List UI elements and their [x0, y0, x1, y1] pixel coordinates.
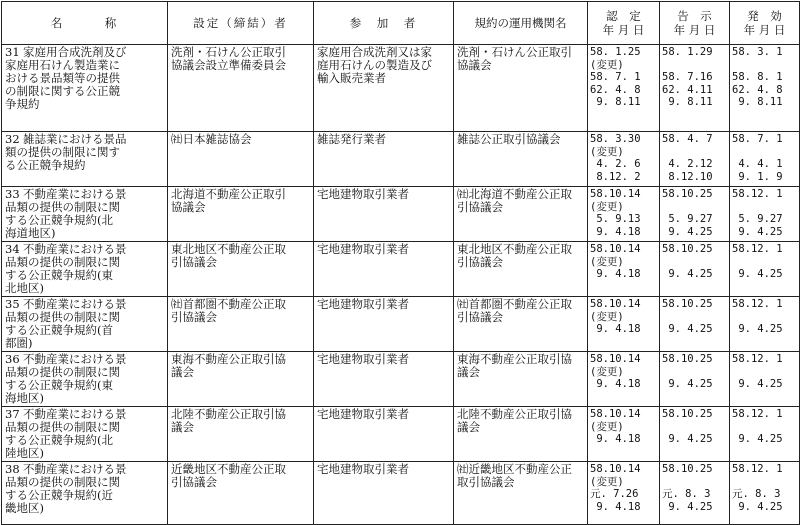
row-number: 34 [5, 242, 20, 256]
header-effective-unit: 年 月 日 [743, 23, 786, 37]
table-row [2, 462, 800, 525]
row-number: 31 [5, 45, 20, 59]
table-body [2, 45, 800, 525]
name-cell [2, 132, 168, 187]
participant-cell: 宅地建物取引業者 [314, 187, 454, 242]
notified-date-cell: 58.10.25 9. 4.25 [660, 352, 730, 407]
row-number: 36 [5, 352, 20, 366]
header-effective [730, 2, 800, 45]
founder-cell: 北海道不動産公正取引 協議会 [168, 187, 314, 242]
header-founder: 設定（締結）者 [168, 2, 314, 45]
founder-cell: 洗剤・石けん公正取引 協議会設立準備委員会 [168, 45, 314, 132]
notified-date-cell: 58. 4. 7 4. 2.12 8.12.10 [660, 132, 730, 187]
approved-date-cell: 58. 3.30 (変更) 4. 2. 6 8.12. 2 [588, 132, 660, 187]
operator-cell: ㈳近畿地区不動産公正 取引協議会 [454, 462, 588, 525]
name-cell [2, 297, 168, 352]
notified-date-cell: 58.10.25 9. 4.25 [660, 242, 730, 297]
row-number: 35 [5, 297, 20, 311]
name-cell [2, 407, 168, 462]
name-cell [2, 242, 168, 297]
approved-date-cell: 58.10.14 (変更) 元. 7.26 9. 4.18 [588, 462, 660, 525]
table-row [2, 132, 800, 187]
operator-cell: 東北地区不動産公正取 引協議会 [454, 242, 588, 297]
participant-cell: 宅地建物取引業者 [314, 242, 454, 297]
header-notified-unit: 年 月 日 [673, 23, 716, 37]
approved-date-cell: 58.10.14 (変更) 9. 4.18 [588, 297, 660, 352]
participant-cell: 雑誌発行業者 [314, 132, 454, 187]
regulation-name: 不動産業における景 品類の提供の制限に関 する公正競争規約(北 海道地区) [5, 187, 127, 240]
header-notified-label: 告 示 [677, 9, 712, 23]
effective-date-cell: 58.12. 1 元. 8. 3 9. 4.25 [730, 462, 800, 525]
approved-date-cell: 58.10.14 (変更) 9. 4.18 [588, 352, 660, 407]
effective-date-cell: 58.12. 1 9. 4.25 [730, 242, 800, 297]
name-cell [2, 45, 168, 132]
founder-cell: 北陸不動産公正取引協 議会 [168, 407, 314, 462]
notified-date-cell: 58.10.25 元. 8. 3 9. 4.25 [660, 462, 730, 525]
name-cell [2, 462, 168, 525]
notified-date-cell: 58.10.25 9. 4.25 [660, 407, 730, 462]
table-row [2, 407, 800, 462]
effective-date-cell: 58. 7. 1 4. 4. 1 9. 1. 9 [730, 132, 800, 187]
notified-date-cell: 58.10.25 9. 4.25 [660, 297, 730, 352]
regulation-name: 不動産業における景 品類の提供の制限に関 する公正競争規約(首 都圏) [5, 297, 127, 350]
approved-date-cell: 58.10.14 (変更) 9. 4.18 [588, 242, 660, 297]
participant-cell: 宅地建物取引業者 [314, 297, 454, 352]
header-notified [660, 2, 730, 45]
founder-cell: 東海不動産公正取引協 議会 [168, 352, 314, 407]
notified-date-cell: 58.10.25 5. 9.27 9. 4.25 [660, 187, 730, 242]
effective-date-cell: 58. 3. 1 58. 8. 1 62. 4. 8 9. 8.11 [730, 45, 800, 132]
row-number: 38 [5, 462, 20, 476]
table-row [2, 242, 800, 297]
operator-cell: 東海不動産公正取引協 議会 [454, 352, 588, 407]
header-approved-unit: 年 月 日 [602, 23, 645, 37]
header-effective-label: 発 効 [747, 9, 782, 23]
row-number: 32 [5, 132, 20, 146]
founder-cell: 近畿地区不動産公正取 引協議会 [168, 462, 314, 525]
operator-cell: ㈳首都圏不動産公正取 引協議会 [454, 297, 588, 352]
header-participant: 参 加 者 [314, 2, 454, 45]
effective-date-cell: 58.12. 1 5. 9.27 9. 4.25 [730, 187, 800, 242]
effective-date-cell: 58.12. 1 9. 4.25 [730, 297, 800, 352]
name-cell [2, 352, 168, 407]
participant-cell: 宅地建物取引業者 [314, 352, 454, 407]
founder-cell: 東北地区不動産公正取 引協議会 [168, 242, 314, 297]
table-row [2, 45, 800, 132]
row-number: 37 [5, 407, 20, 421]
header-row [2, 2, 800, 45]
regulation-name: 家庭用合成洗剤及び 家庭用石けん製造業に おける景品類等の提供 の制限に関する公正競 争規約 [5, 45, 127, 111]
participant-cell: 宅地建物取引業者 [314, 462, 454, 525]
table-row [2, 297, 800, 352]
operator-cell: 雑誌公正取引協議会 [454, 132, 588, 187]
regulation-name: 不動産業における景 品類の提供の制限に関 する公正競争規約(近 畿地区) [5, 462, 127, 515]
participant-cell: 家庭用合成洗剤又は家 庭用石けんの製造及び 輸入販売業者 [314, 45, 454, 132]
founder-cell: ㈳首都圏不動産公正取 引協議会 [168, 297, 314, 352]
regulation-name: 不動産業における景 品類の提供の制限に関 する公正競争規約(北 陸地区) [5, 407, 127, 460]
regulation-name: 雑誌業における景品 類の提供の制限に関す る公正競争規約 [5, 132, 127, 172]
table-row [2, 187, 800, 242]
regulation-name: 不動産業における景 品類の提供の制限に関 する公正競争規約(東 海地区) [5, 352, 127, 405]
approved-date-cell: 58.10.14 (変更) 9. 4.18 [588, 407, 660, 462]
effective-date-cell: 58.12. 1 9. 4.25 [730, 352, 800, 407]
header-name: 名 称 [2, 2, 168, 45]
header-approved-label: 認 定 [606, 9, 641, 23]
row-number: 33 [5, 187, 20, 201]
founder-cell: ㈳日本雑誌協会 [168, 132, 314, 187]
operator-cell: ㈳北海道不動産公正取 引協議会 [454, 187, 588, 242]
name-cell [2, 187, 168, 242]
approved-date-cell: 58. 1.25 (変更) 58. 7. 1 62. 4. 8 9. 8.11 [588, 45, 660, 132]
header-operator: 規約の運用機関名 [454, 2, 588, 45]
regulation-name: 不動産業における景 品類の提供の制限に関 する公正競争規約(東 北地区) [5, 242, 127, 295]
regulations-table [1, 1, 800, 525]
header-approved [588, 2, 660, 45]
operator-cell: 洗剤・石けん公正取引 協議会 [454, 45, 588, 132]
participant-cell: 宅地建物取引業者 [314, 407, 454, 462]
table-row [2, 352, 800, 407]
operator-cell: 北陸不動産公正取引協 議会 [454, 407, 588, 462]
notified-date-cell: 58. 1.29 58. 7.16 62. 4.11 9. 8.11 [660, 45, 730, 132]
effective-date-cell: 58.12. 1 9. 4.25 [730, 407, 800, 462]
approved-date-cell: 58.10.14 (変更) 5. 9.13 9. 4.18 [588, 187, 660, 242]
